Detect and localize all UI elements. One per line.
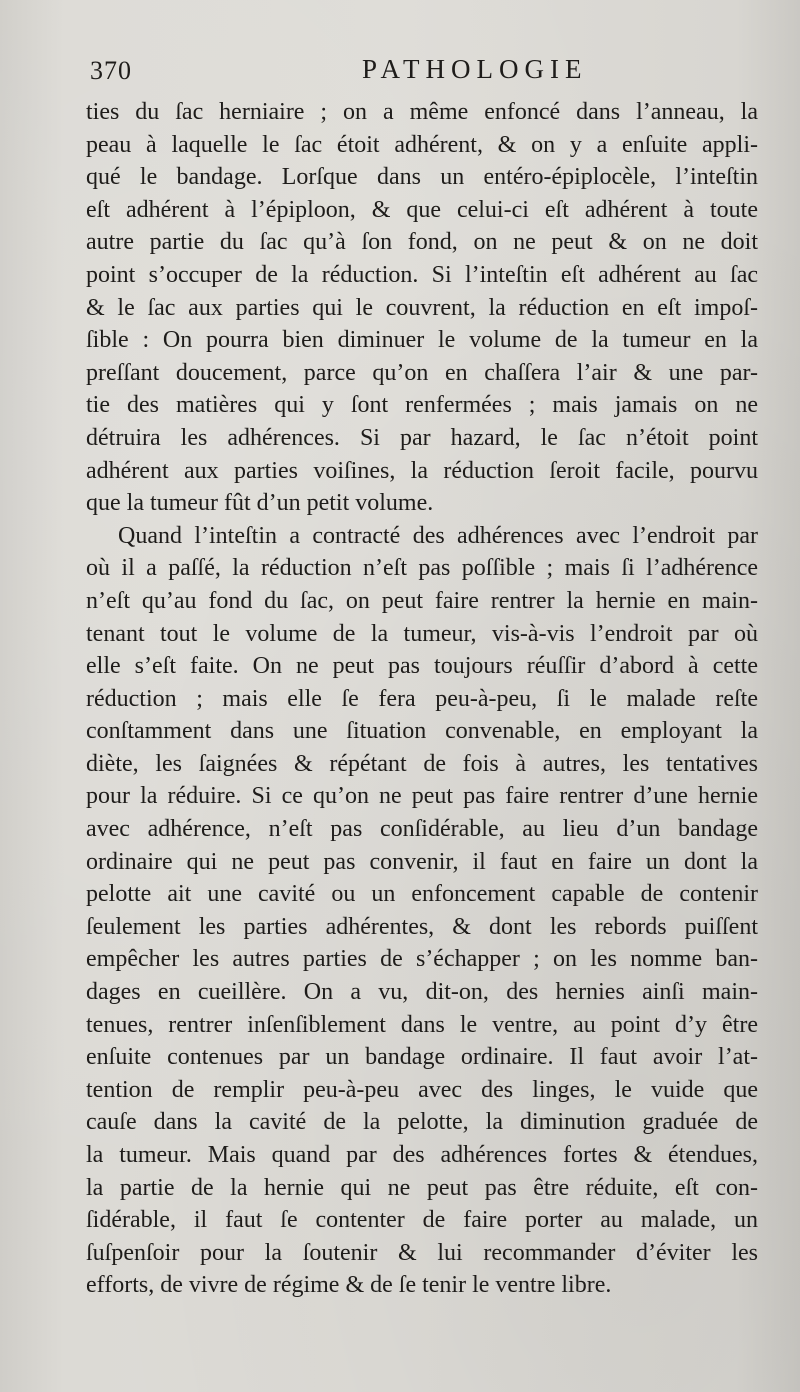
text-line: efforts, de vivre de régime & de ſe tenir le ventre libre.	[86, 1272, 612, 1299]
text-line: la partie de la hernie qui ne peut pas être réduite, eſt con-	[86, 1174, 758, 1201]
text-line: Quand l’inteſtin a contracté des adhérences avec l’endroit par	[118, 522, 758, 549]
paragraph-1	[86, 96, 758, 520]
text-line: empêcher les autres parties de s’échapper ; on les nomme ban-	[86, 946, 758, 973]
text-line: diète, les ſaignées & répétant de fois à autres, les tentatives	[86, 750, 758, 777]
page-header	[90, 52, 758, 92]
text-line: preſſant doucement, parce qu’on en chaſſera l’air & une par-	[86, 359, 758, 386]
text-line: point s’occuper de la réduction. Si l’inteſtin eſt adhérent au ſac	[86, 261, 758, 288]
text-line: qué le bandage. Lorſque dans un entéro-épiplocèle, l’inteſtin	[86, 164, 758, 191]
text-line: peau à laquelle le ſac étoit adhérent, & on y a enſuite appli-	[86, 131, 758, 158]
text-line: enſuite contenues par un bandage ordinaire. Il faut avoir l’at-	[86, 1044, 758, 1071]
text-line: n’eſt qu’au fond du ſac, on peut faire rentrer la hernie en main-	[86, 587, 758, 614]
text-line: pour la réduire. Si ce qu’on ne peut pas faire rentrer d’une hernie	[86, 783, 758, 810]
text-line: conſtamment dans une ſituation convenable, en employant la	[86, 718, 758, 745]
text-line: réduction ; mais elle ſe fera peu-à-peu, ſi le malade reſte	[86, 685, 758, 712]
text-line: ordinaire qui ne peut pas convenir, il faut en faire un dont la	[86, 848, 758, 875]
text-line: ſuſpenſoir pour la ſoutenir & lui recommander d’éviter les	[86, 1239, 758, 1266]
text-line: avec adhérence, n’eſt pas conſidérable, au lieu d’un bandage	[86, 816, 758, 843]
paragraph-2	[86, 520, 758, 1302]
text-line: ſidérable, il faut ſe contenter de faire porter au malade, un	[86, 1207, 758, 1234]
text-line: ſible : On pourra bien diminuer le volume de la tumeur en la	[86, 327, 758, 354]
running-title: PATHOLOGIE	[362, 54, 588, 84]
text-line: détruira les adhérences. Si par hazard, le ſac n’étoit point	[86, 424, 758, 451]
text-line: eſt adhérent à l’épiploon, & que celui-ci eſt adhérent à toute	[86, 196, 758, 223]
text-line: où il a paſſé, la réduction n’eſt pas poſſible ; mais ſi l’adhérence	[86, 555, 758, 582]
text-line: dages en cueillère. On a vu, dit-on, des hernies ainſi main-	[86, 979, 758, 1006]
text-line: tention de remplir peu-à-peu avec des linges, le vuide que	[86, 1076, 758, 1103]
text-line: adhérent aux parties voiſines, la réduction ſeroit facile, pourvu	[86, 457, 758, 484]
text-line: autre partie du ſac qu’à ſon fond, on ne peut & on ne doit	[86, 229, 758, 256]
text-line: que la tumeur fût d’un petit volume.	[86, 490, 434, 517]
text-line: ſeulement les parties adhérentes, & dont les rebords puiſſent	[86, 913, 758, 940]
text-line: la tumeur. Mais quand par des adhérences fortes & étendues,	[86, 1142, 758, 1168]
text-line: & le ſac aux parties qui le couvrent, la réduction en eſt impoſ-	[86, 294, 758, 321]
text-line: cauſe dans la cavité de la pelotte, la diminution graduée de	[86, 1109, 758, 1136]
text-line: tenant tout le volume de la tumeur, vis-à-vis l’endroit par où	[86, 620, 758, 647]
text-line: ties du ſac herniaire ; on a même enfoncé dans l’anneau, la	[86, 99, 758, 125]
body-text	[86, 96, 758, 1302]
text-line: elle s’eſt faite. On ne peut pas toujours réuſſir d’abord à cette	[86, 653, 758, 680]
page-number: 370	[90, 56, 132, 85]
text-line: tie des matières qui y ſont renfermées ; mais jamais on ne	[86, 392, 758, 419]
text-line: tenues, rentrer inſenſiblement dans le ventre, au point d’y être	[86, 1011, 758, 1038]
text-line: pelotte ait une cavité ou un enfoncement capable de contenir	[86, 881, 758, 908]
